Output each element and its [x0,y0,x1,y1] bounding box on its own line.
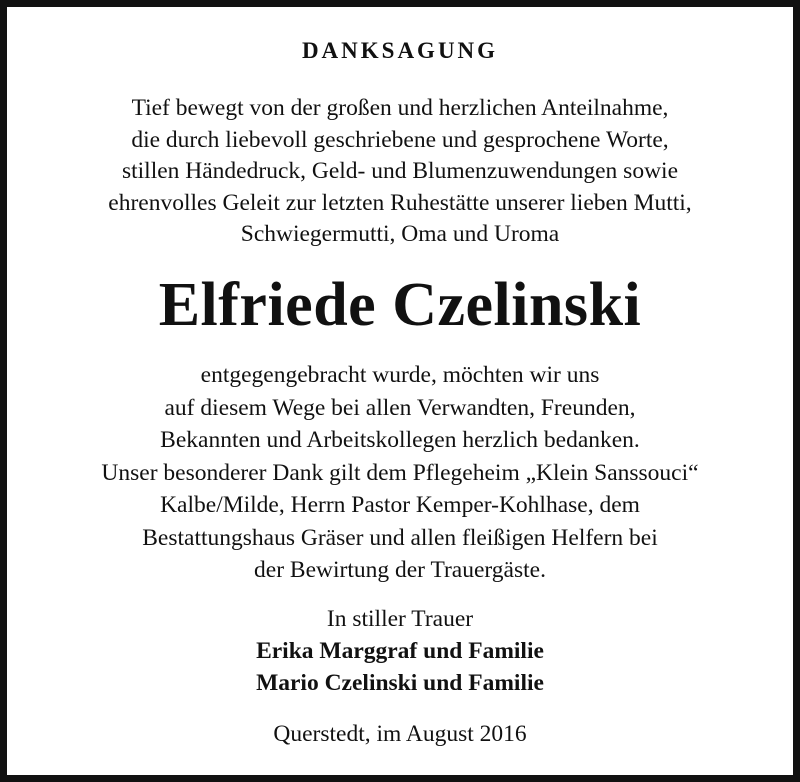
thanks-paragraph [7,359,793,587]
intro-line: Tief bewegt von der großen und herzlichen Anteilnahme, [131,95,669,121]
thanks-line: Bestattungshaus Gräser und allen fleißigen Helfern bei [142,524,658,551]
mourner-name: Mario Czelinski und Familie [256,670,544,696]
intro-paragraph [7,93,793,251]
intro-line: Schwiegermutti, Oma und Uroma [240,221,560,247]
signoff-intro: In stiller Trauer [326,606,474,632]
thanks-line: Kalbe/Milde, Herrn Pastor Kemper-Kohlhase, dem [160,492,640,518]
notice-heading: DANKSAGUNG [301,38,499,63]
place-and-date: Querstedt, im August 2016 [273,721,527,747]
thanks-line: auf diesem Wege bei allen Verwandten, Freunden, [164,394,636,421]
thanks-line: der Bewirtung der Trauergäste. [254,557,546,583]
intro-line: stillen Händedruck, Geld- und Blumenzuwendungen sowie [121,158,679,184]
mourner-name: Erika Marggraf und Familie [256,638,544,664]
thanks-line: entgegengebracht wurde, möchten wir uns [200,362,600,388]
deceased-name: Elfriede Czelinski [158,271,642,339]
signoff-block [7,603,793,699]
thanks-line: Bekannten und Arbeitskollegen herzlich bedanken. [160,427,640,453]
thanks-line: Unser besonderer Dank gilt dem Pflegeheim „Klein Sanssouci“ [101,459,699,486]
intro-line: ehrenvolles Geleit zur letzten Ruhestätte unserer lieben Mutti, [108,189,692,216]
intro-line: die durch liebevoll geschriebene und gesprochene Worte, [131,126,669,153]
